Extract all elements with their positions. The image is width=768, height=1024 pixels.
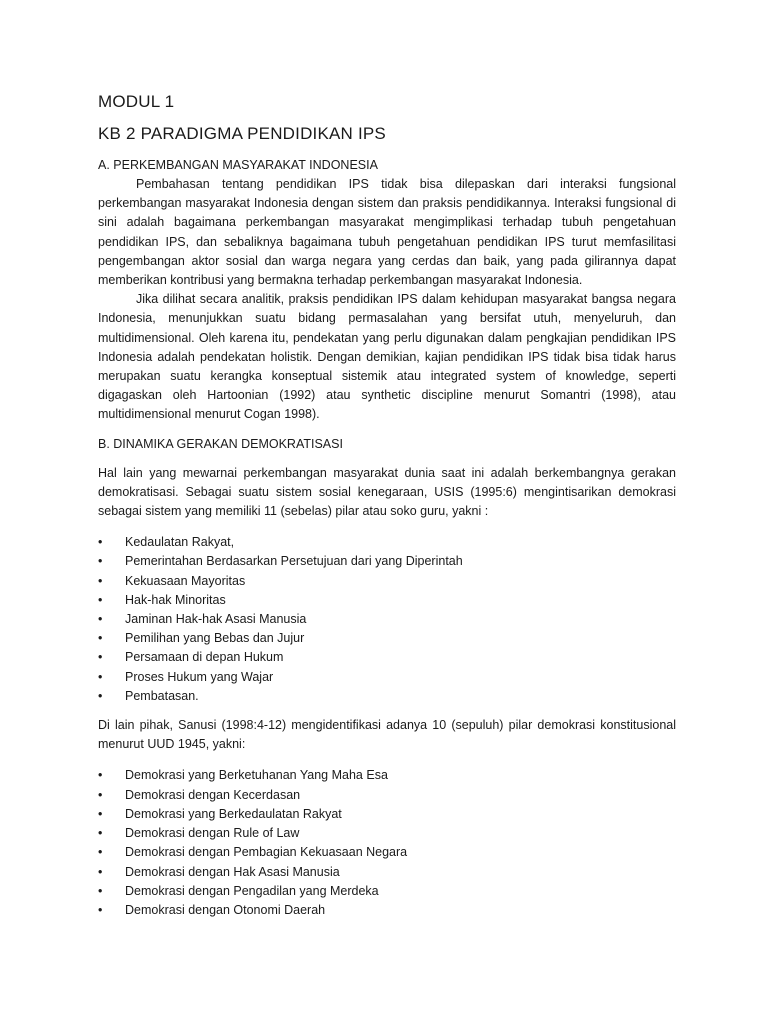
list-item (98, 610, 676, 629)
list-item-text: Demokrasi dengan Pengadilan yang Merdeka (125, 883, 379, 898)
list-item-text: Demokrasi dengan Rule of Law (125, 826, 300, 841)
list-item-text: Kedaulatan Rakyat, (125, 535, 235, 550)
bullet-icon: • (98, 845, 103, 860)
section-b-intro: Hal lain yang mewarnai perkembangan masyarakat dunia saat ini adalah berkembangnya gerakan demokratisasi. Sebagai suatu sistem sosial kenegaraan, USIS (1995:6) mengintisarikan demokrasi sebagai sistem yang memiliki 11 (sebelas) pilar atau soko guru, yakni : (98, 465, 676, 519)
bullet-icon: • (98, 902, 103, 917)
bullet-icon: • (98, 631, 103, 646)
list-item (98, 668, 676, 687)
list-item-text: Proses Hukum yang Wajar (125, 669, 274, 684)
list-item (98, 648, 676, 667)
constitutional-pillars-list (98, 766, 676, 920)
bullet-icon: • (98, 826, 103, 841)
list-item (98, 533, 676, 552)
list-item-text: Pemilihan yang Bebas dan Jujur (125, 631, 305, 646)
bullet-icon: • (98, 688, 103, 703)
bullet-icon: • (98, 535, 103, 550)
list-item-text: Demokrasi dengan Hak Asasi Manusia (125, 864, 340, 879)
list-item (98, 687, 676, 706)
section-a-paragraph-1: Pembahasan tentang pendidikan IPS tidak bisa dilepaskan dari interaksi fungsional perkembangan masyarakat Indonesia dengan sistem dan praksis pendidikannya. Interaksi fungsional di sini adalah bagaimana perkembangan masyarakat mengimplikasi terhadap tubuh pengetahuan pendidikan IPS, dan sebaliknya bagaimana tubuh pengetahuan pendidikan IPS turut memfasilitasi pengembangan aktor sosial dan warga negara yang cerdas dan baik, yang pada gilirannya dapat memberikan kontribusi yang bermakna terhadap perkembangan masyarakat Indonesia. (98, 177, 676, 288)
list-item (98, 591, 676, 610)
bullet-icon: • (98, 650, 103, 665)
section-a-paragraph-2: Jika dilihat secara analitik, praksis pendidikan IPS dalam kehidupan masyarakat bangsa negara Indonesia, menunjukkan suatu bidang permasalahan yang bersifat utuh, menyeluruh, dan multidimensional. Oleh karena itu, pendekatan yang perlu digunakan dalam pengkajian pendidikan IPS Indonesia adalah pendekatan holistik. Dengan demikian, kajian pendidikan IPS tidak bisa tidak harus merupakan suatu kerangka konseptual sistemik atau integrated system of knowledge, seperti digagaskan oleh Hartoonian (1992) atau synthetic discipline menurut Somantri (1998), atau multidimensional menurut Cogan 1998). (98, 292, 676, 422)
list-item (98, 572, 676, 591)
list-item-text: Hak-hak Minoritas (125, 592, 226, 607)
list-item (98, 824, 676, 843)
list-item (98, 552, 676, 571)
list-item-text: Demokrasi yang Berkedaulatan Rakyat (125, 806, 342, 821)
list-item (98, 882, 676, 901)
list-item (98, 766, 676, 785)
section-b-second-intro: Di lain pihak, Sanusi (1998:4-12) mengidentifikasi adanya 10 (sepuluh) pilar demokrasi konstitusional menurut UUD 1945, yakni: (98, 718, 676, 752)
list-item-text: Pembatasan. (125, 688, 199, 703)
democracy-pillars-list (98, 533, 676, 706)
bullet-icon: • (98, 787, 103, 802)
list-item-text: Demokrasi dengan Otonomi Daerah (125, 902, 326, 917)
list-item (98, 901, 676, 920)
list-item (98, 843, 676, 862)
bullet-icon: • (98, 612, 103, 627)
modul-title: MODUL 1 (98, 92, 175, 111)
list-item (98, 629, 676, 648)
list-item (98, 786, 676, 805)
section-a-heading: A. PERKEMBANGAN MASYARAKAT INDONESIA (98, 158, 378, 172)
bullet-icon: • (98, 883, 103, 898)
bullet-icon: • (98, 592, 103, 607)
section-b (98, 435, 676, 920)
list-item-text: Demokrasi dengan Pembagian Kekuasaan Negara (125, 845, 408, 860)
list-item-text: Demokrasi dengan Kecerdasan (125, 787, 301, 802)
list-item (98, 863, 676, 882)
bullet-icon: • (98, 768, 103, 783)
list-item-text: Kekuasaan Mayoritas (125, 573, 246, 588)
list-item (98, 805, 676, 824)
section-a (98, 156, 676, 425)
list-item-text: Jaminan Hak-hak Asasi Manusia (125, 612, 307, 627)
bullet-icon: • (98, 573, 103, 588)
bullet-icon: • (98, 554, 103, 569)
list-item-text: Persamaan di depan Hukum (125, 650, 284, 665)
list-item-text: Pemerintahan Berdasarkan Persetujuan dari yang Diperintah (125, 554, 463, 569)
bullet-icon: • (98, 806, 103, 821)
bullet-icon: • (98, 864, 103, 879)
list-item-text: Demokrasi yang Berketuhanan Yang Maha Esa (125, 768, 388, 783)
bullet-icon: • (98, 669, 103, 684)
section-b-heading: B. DINAMIKA GERAKAN DEMOKRATISASI (98, 436, 343, 451)
kb-title: KB 2 PARADIGMA PENDIDIKAN IPS (98, 124, 386, 143)
